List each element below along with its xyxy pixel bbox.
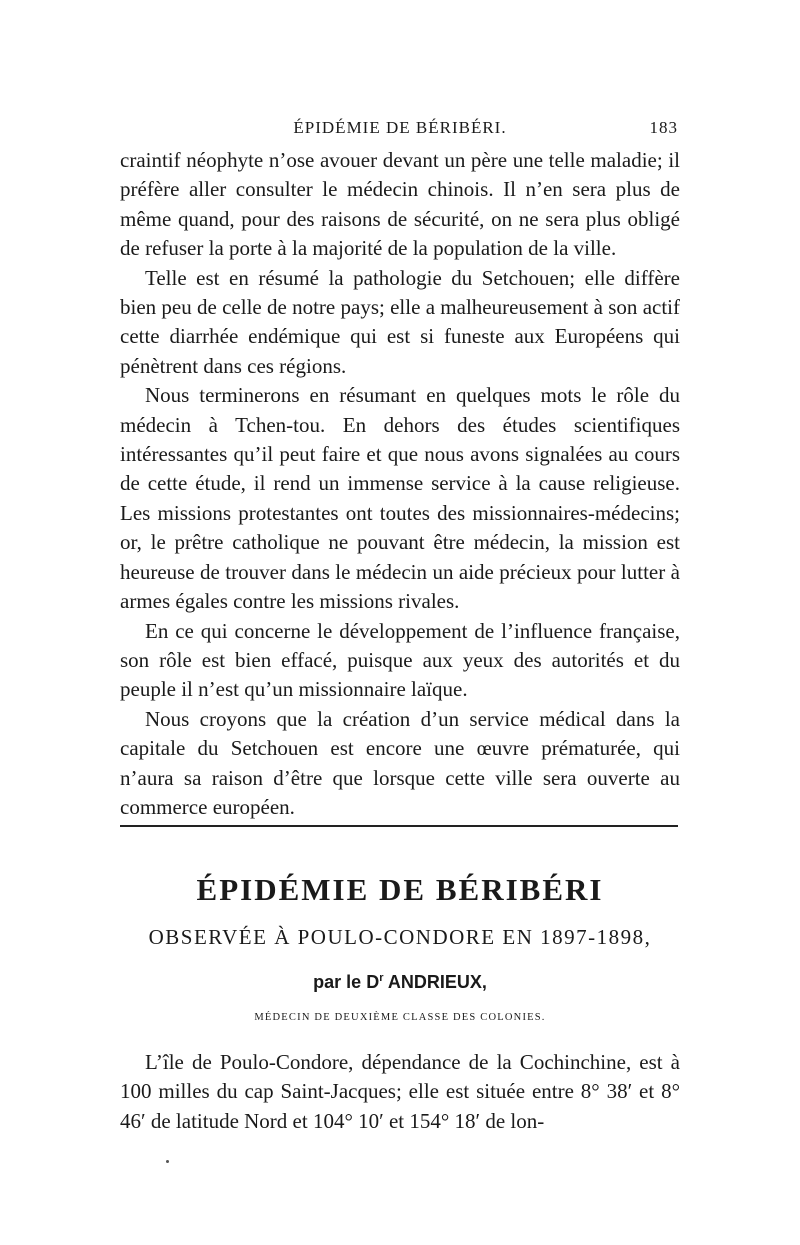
running-head <box>120 118 680 142</box>
paragraph: En ce qui concerne le développement de l’influence française, son rôle est bien effacé, puisque aux yeux des autorités et du peuple il n’est qu’un missionnaire laïque. <box>120 618 680 702</box>
paragraph: Nous croyons que la création d’un service médical dans la capitale du Setchouen est encore une œuvre prématurée, qui n’aura sa raison d’être que lorsque cette ville sera ouverte au commerce européen. <box>120 706 680 819</box>
paragraph: Telle est en résumé la pathologie du Setchouen; elle diffère bien peu de celle de notre pays; elle a malheureusement à son actif cette diarrhée endémique qui est si funeste aux Européens qui pénètrent dans ces régions. <box>120 265 680 378</box>
paragraph: Nous terminerons en résumant en quelques mots le rôle du médecin à Tchen-tou. En dehors des études scientifiques intéressantes qu’il peut faire et que nous avons signalées au cours de cette étude, il rend un immense service à la cause religieuse. Les missions protestantes ont toutes des missionnaires-médecins; or, le prêtre catholique ne pouvant être médecin, la mission est heureuse de trouver dans le médecin un aide précieux pour lutter à armes égales contre les missions rivales. <box>120 383 680 614</box>
section-divider <box>120 825 678 827</box>
article-title: ÉPIDÉMIE DE BÉRIBÉRI <box>196 872 604 907</box>
ink-speck <box>166 1160 169 1163</box>
previous-article-text <box>120 146 680 822</box>
author-name: ANDRIEUX, <box>383 972 487 992</box>
page-number: 183 <box>649 118 678 137</box>
article-subtitle: OBSERVÉE À POULO-CONDORE EN 1897-1898, <box>148 925 652 949</box>
byline-prefix: par le D <box>313 972 380 992</box>
article-opening-paragraph: L’île de Poulo-Condore, dépendance de la Cochinchine, est à 100 milles du cap Saint-Jacques; elle est située entre 8° 38′ et 8° 46′ de latitude Nord et 104° 10′ et 154° 18′ de lon- <box>120 1050 680 1133</box>
author-affiliation: MÉDECIN DE DEUXIÈME CLASSE DES COLONIES. <box>254 1012 546 1023</box>
running-title: ÉPIDÉMIE DE BÉRIBÉRI. <box>293 118 507 137</box>
author-byline <box>120 972 680 993</box>
paragraph: craintif néophyte n’ose avouer devant un père une telle maladie; il préfère aller consulter le médecin chinois. Il n’en sera plus de même quand, pour des raisons de sécurité, on ne sera plus obligé de refuser la porte à la majorité de la population de la ville. <box>120 148 680 261</box>
byline-superscript: r <box>379 972 384 984</box>
